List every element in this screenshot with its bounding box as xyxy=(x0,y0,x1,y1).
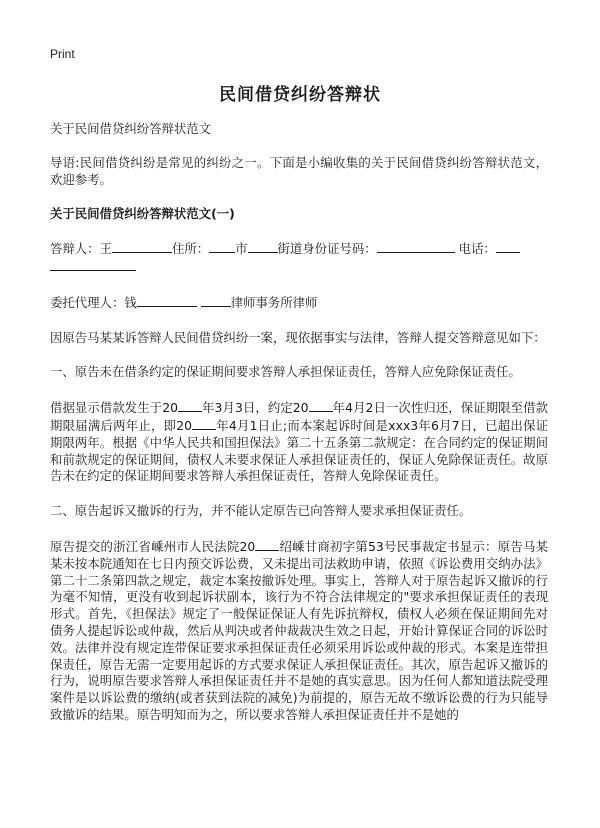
court-text-2: 绍嵊甘商初字第53号民事裁定书显示：原告马某某未按本院通知在七日内预交诉讼费，又未提出司法救助申请，依照《诉讼费用交纳办法》第二十二条第四款之规定，裁定本案按撤诉处理。事实上，答辩人对于原告起诉又撤诉的行为毫不知情，更没有收到起诉状副本，该行为不符合法律规定的"要求承担保证责任的表现形式。首先，《担保法》规定了一般保证保证人有先诉抗辩权，债权人必须在保证期间先对债务人提起诉讼或仲裁，然后从判决或者仲裁裁决生效之日起，开始计算保证合同的诉讼时效。法律并没有规定连带保证要求承担保证责任必须采用诉讼或仲裁的形式。本案是连带担保责任，原告无需一定要用起诉的方式要求保证人承担保证责任。其次，原告起诉又撤诉的行为，说明原告要求答辩人承担保证责任并不是她的真实意思。因为任何人都知道法院受理案件是以诉讼费的缴纳(或者获到法院的减免)为前提的，原告无故不缴诉讼费的行为只能导致撤诉的结果。原告明知而为之，所以要求答辩人承担保证责任并不是她的 xyxy=(50,538,548,722)
firm-suffix: 律师事务所律师 xyxy=(230,294,318,310)
respondent-label: 答辩人： xyxy=(50,241,100,257)
document-title: 民间借贷纠纷答辩状 xyxy=(219,85,381,105)
point-two: 二、原告起诉又撤诉的行为，并不能认定原告已向答辩人要求承担保证责任。 xyxy=(50,503,472,519)
loan-text-3: 年4月2日一次性归还，保证期限至借款期限届满后两年止，即20 xyxy=(50,400,548,433)
phone-label: 电话： xyxy=(458,241,496,257)
respondent-surname: 王 xyxy=(99,241,112,257)
respondent-line xyxy=(50,240,548,276)
print-link[interactable]: Print xyxy=(50,47,75,61)
phone-blank-1 xyxy=(496,240,520,253)
agent-label: 委托代理人： xyxy=(50,294,125,310)
reason-paragraph: 因原告马某某诉答辩人民间借贷纠纷一案，现依据事实与法律，答辩人提交答辩意见如下： xyxy=(50,329,546,345)
agent-surname: 钱 xyxy=(124,294,137,310)
agent-line xyxy=(50,294,548,312)
loan-text-2: 年3月3日，约定20 xyxy=(201,400,309,416)
address-label: 住所： xyxy=(171,241,210,257)
address-blank xyxy=(209,240,235,253)
agent-name-blank xyxy=(137,294,197,307)
point-one: 一、原告未在借条约定的保证期间要求答辩人承担保证责任，答辩人应免除保证责任。 xyxy=(50,364,521,380)
document-subtitle: 关于民间借贷纠纷答辩状范文 xyxy=(50,121,212,136)
city-blank xyxy=(248,240,278,253)
loan-paragraph xyxy=(50,399,548,485)
year-blank-3 xyxy=(192,417,216,430)
court-text-1: 原告提交的浙江省嵊州市人民法院20 xyxy=(50,538,256,554)
loan-text-4: 年4月1日止;而本案起诉时间是xxx3年6月7日，已超出保证期限两年。根据《中华人民共和国担保法》第二十五条第二款规定：在合同约定的保证期间和前款规定的保证期间，债权人未要求保证人承担保证责任的，保证人免除保证责任。故原告未在约定的保证期间要求答辩人承担保证责任，答辩人免除保证责任。 xyxy=(50,417,548,484)
year-blank-1 xyxy=(178,399,202,412)
section-heading: 关于民间借贷纠纷答辩状范文(一) xyxy=(50,206,235,222)
respondent-name-blank xyxy=(112,240,172,253)
id-number-blank xyxy=(377,240,455,253)
court-paragraph xyxy=(50,538,548,724)
city-suffix: 市 xyxy=(235,241,248,257)
intro-paragraph: 导语:民间借贷纠纷是常见的纠纷之一。下面是小编收集的关于民间借贷纠纷答辩状范文，欢迎参考。 xyxy=(50,154,548,187)
document-body xyxy=(50,121,548,742)
year-blank-4 xyxy=(255,538,279,551)
year-blank-2 xyxy=(309,399,333,412)
firm-blank xyxy=(201,294,231,307)
loan-text-1: 借据显示借款发生于20 xyxy=(50,400,178,416)
phone-blank-2 xyxy=(50,258,136,271)
street-label: 街道身份证号码： xyxy=(277,241,377,257)
